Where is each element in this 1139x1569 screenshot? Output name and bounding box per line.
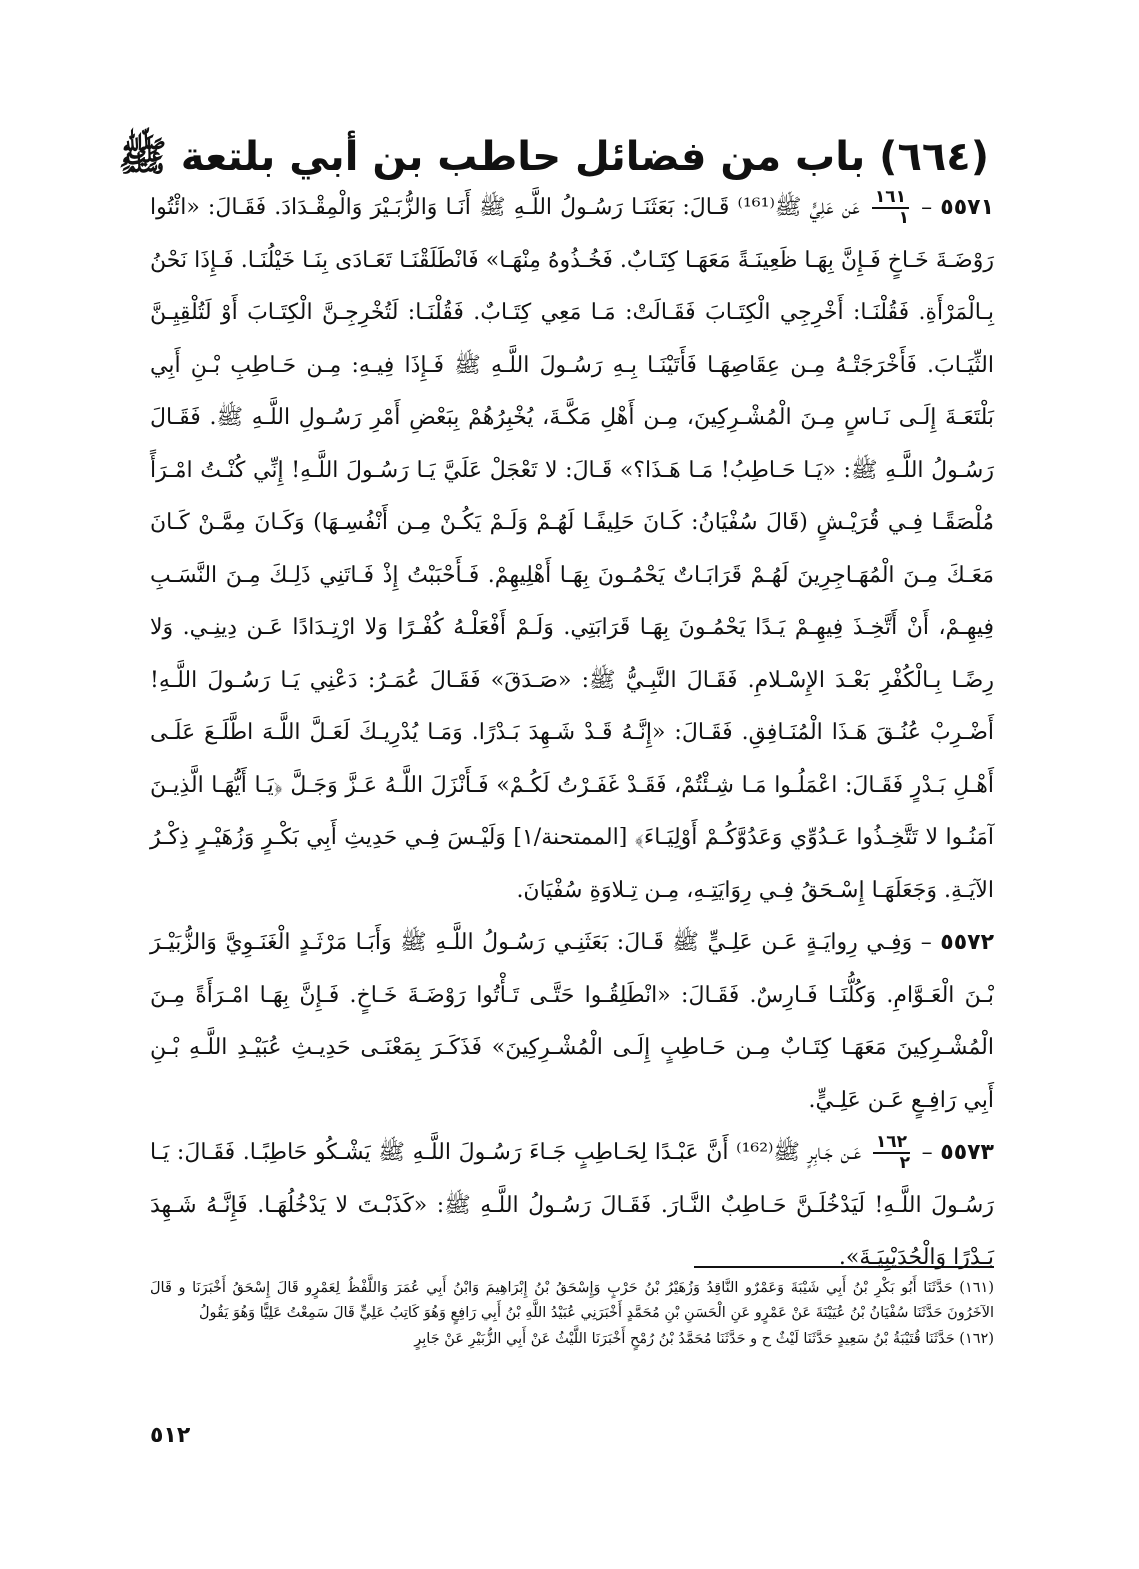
hadith-text: عَن عَلِيٍّ ﷺ⁽¹⁶¹⁾ قَـالَ: بَعَثَنَـا رَسُـولُ اللَّـهِ ﷺ أَنَـا وَالزُّبَـيْرَ وَالْمِقْـدَادَ. فَقَـالَ: «ائْتُوا رَوْضَـةَ خَـاخٍ فَـإِنَّ بِهَـا ظَعِينَـةً مَعَهَـا كِتَـابٌ. فَخُـذُوهُ مِنْهَـا» فَانْطَلَقْنَـا تَعَـادَى بِنَـا خَيْلُنَـا. فَـإِذَا نَحْنُ بِـالْمَرْأَةِ. فَقُلْنَـا: أَخْرِجِي الْكِتَـابَ فَقَـالَتْ: مَـا مَعِي كِتَـابٌ. فَقُلْنَـا: لَتُخْرِجِـنَّ الْكِتَـابَ أَوْ لَتُلْقِيِـنَّ الثِّيَـابَ. فَأَخْرَجَتْـهُ مِـن عِقَاصِهَـا فَأَتَيْنَـا بِـهِ رَسُـولَ اللَّـهِ ﷺ فَـإِذَا فِيـهِ: مِـن حَـاطِبِ بْـنِ أَبِي بَلْتَعَـةَ إِلَـى نَـاسٍ مِـنَ الْمُشْـرِكِينَ، مِـن أَهْلِ مَكَّـةَ، يُخْبِرُهُمْ بِبَعْضِ أَمْرِ رَسُـولِ اللَّـهِ ﷺ. فَقَـالَ رَسُـولُ اللَّـهِ ﷺ: «يَـا حَـاطِبُ! مَـا هَـذَا؟» قَـالَ: لا تَعْجَلْ عَلَيَّ يَـا رَسُـولَ اللَّـهِ! إِنِّي كُنْـتُ امْـرَأً مُلْصَقًـا فِـي قُرَيْـشٍ (قَالَ سُفْيَانُ: كَـانَ حَلِيفًـا لَهُـمْ وَلَـمْ يَكُـنْ مِـن أَنْفُسِـهَا) وَكَـانَ مِمَّـنْ كَـانَ مَعَـكَ مِـنَ الْمُهَـاجِرِينَ لَهُـمْ قَرَابَـاتٌ يَحْمُـونَ بِهَـا أَهْلِيهِمْ. فَـأَحْبَبْتُ إِذْ فَـاتَنِي ذَلِـكَ مِـنَ النَّسَـبِ فِيهِـمْ، أَنْ أَتَّخِـذَ فِيهِـمْ يَـدًا يَحْمُـونَ بِهَـا قَرَابَتِي. وَلَـمْ أَفْعَلْـهُ كُفْـرًا وَلا ارْتِـدَادًا عَـن دِينِـي. وَلا رِضًـا بِـالْكُفْرِ بَعْـدَ الإِسْـلامِ. فَقَـالَ النَّبِـيُّ ﷺ: «صَـدَقَ» فَقَـالَ عُمَـرُ: دَعْنِي يَـا رَسُـولَ اللَّـهِ! أَضْـرِبْ عُنُـقَ هَـذَا الْمُنَـافِقِ. فَقَـالَ: «إِنَّـهُ قَـدْ شَـهِدَ بَـدْرًا. وَمَـا يُدْرِيـكَ لَعَـلَّ اللَّـهَ اطَّلَـعَ عَلَـى أَهْـلِ بَـدْرٍ فَقَـالَ: اعْمَلُـوا مَـا شِـئْتُمْ، فَقَـدْ غَفَـرْتُ لَكُـمْ» فَـأَنْزَلَ اللَّـهُ عَـزَّ وَجَـلَّ ﴿يَـا أَيُّهَـا الَّذِيـنَ آمَنُـوا لا تَتَّخِـذُوا عَـدُوِّي وَعَدُوَّكُـمْ أَوْلِيَـاءَ﴾ [الممتحنة/١] وَلَيْـسَ فِـي حَدِيثِ أَبِي بَكْـرٍ وَزُهَيْـرٍ ذِكْـرُ الآيَـةِ. وَجَعَلَهَـا إِسْـحَقُ فِـي رِوَايَتِـهِ، مِـن تِـلاوَةِ سُفْيَانَ.	[150, 195, 995, 903]
footnote-161	[150, 1276, 994, 1326]
hadith-5573: ٥٥٧٣ – $\frac{١٦٢}{٢}$ عَـن جَـابِرٍ ﷺ⁽¹⁶²⁾ أَنَّ عَبْـدًا لِحَـاطِبٍ جَـاءَ رَسُـولَ اللَّـهِ ﷺ يَشْـكُو حَاطِبًـا. فَقَـالَ: يَـا رَسُـولَ اللَّـهِ! لَيَدْخُلَـنَّ حَـاطِبٌ النَّـارَ. فَقَـالَ رَسُـولُ اللَّـهِ ﷺ: «كَذَبْـتَ لا يَدْخُلُهَـا. فَإِنَّـهُ شَـهِدَ بَـدْرًا وَالْحُدَيْبِيَـةَ».	[150, 1132, 994, 1270]
hadith-cross-reference	[873, 1134, 910, 1172]
hadith-5571: ٥٥٧١ – $\frac{١٦١}{١}$ عَن عَلِيٍّ ﷺ⁽¹⁶¹⁾ قَـالَ: بَعَثَنَـا رَسُـولُ اللَّـهِ ﷺ أَنَـا وَالزُّبَـيْرَ وَالْمِقْـدَادَ. فَقَـالَ: «ائْتُوا رَوْضَـةَ خَـاخٍ فَـإِنَّ بِهَـا ظَعِينَـةً مَعَهَـا كِتَـابٌ. فَخُـذُوهُ مِنْهَـا» فَانْطَلَقْنَـا تَعَـادَى بِنَـا خَيْلُنَـا. فَـإِذَا نَحْنُ بِـالْمَرْأَةِ. فَقُلْنَـا: أَخْرِجِي الْكِتَـابَ فَقَـالَتْ: مَـا مَعِي كِتَـابٌ. فَقُلْنَـا: لَتُخْرِجِـنَّ الْكِتَـابَ أَوْ لَتُلْقِيِـنَّ الثِّيَـابَ. فَأَخْرَجَتْـهُ مِـن عِقَاصِهَـا فَأَتَيْنَـا بِـهِ رَسُـولَ اللَّـهِ ﷺ فَـإِذَا فِيـهِ: مِـن حَـاطِبِ بْـنِ أَبِي بَلْتَعَـةَ إِلَـى نَـاسٍ مِـنَ الْمُشْـرِكِينَ، مِـن أَهْلِ مَكَّـةَ، يُخْبِرُهُمْ بِبَعْضِ أَمْرِ رَسُـولِ اللَّـهِ ﷺ. فَقَـالَ رَسُـولُ اللَّـهِ ﷺ: «يَـا حَـاطِبُ! مَـا هَـذَا؟» قَـالَ: لا تَعْجَلْ عَلَيَّ يَـا رَسُـولَ اللَّـهِ! إِنِّي كُنْـتُ امْـرَأً مُلْصَقًـا فِـي قُرَيْـشٍ (قَالَ سُفْيَانُ: كَـانَ حَلِيفًـا لَهُـمْ وَلَـمْ يَكُـنْ مِـن أَنْفُسِـهَا) وَكَـانَ مِمَّـنْ كَـانَ مَعَـكَ مِـنَ الْمُهَـاجِرِينَ لَهُـمْ قَرَابَـاتٌ يَحْمُـونَ بِهَـا أَهْلِيهِمْ. فَـأَحْبَبْتُ إِذْ فَـاتَنِي ذَلِـكَ مِـنَ النَّسَـبِ فِيهِـمْ، أَنْ أَتَّخِـذَ فِيهِـمْ يَـدًا يَحْمُـونَ بِهَـا قَرَابَتِي. وَلَـمْ أَفْعَلْـهُ كُفْـرًا وَلا ارْتِـدَادًا عَـن دِينِـي. وَلا رِضًـا بِـالْكُفْرِ بَعْـدَ الإِسْـلامِ. فَقَـالَ النَّبِـيُّ ﷺ: «صَـدَقَ» فَقَـالَ عُمَـرُ: دَعْنِي يَـا رَسُـولَ اللَّـهِ! أَضْـرِبْ عُنُـقَ هَـذَا الْمُنَـافِقِ. فَقَـالَ: «إِنَّـهُ قَـدْ شَـهِدَ بَـدْرًا. وَمَـا يُدْرِيـكَ لَعَـلَّ اللَّـهَ اطَّلَـعَ عَلَـى أَهْـلِ بَـدْرٍ فَقَـالَ: اعْمَلُـوا مَـا شِـئْتُمْ، فَقَـدْ غَفَـرْتُ لَكُـمْ» فَـأَنْزَلَ اللَّـهُ عَـزَّ وَجَـلَّ ﴿يَـا أَيُّهَـا الَّذِيـنَ آمَنُـوا لا تَتَّخِـذُوا عَـدُوِّي وَعَدُوَّكُـمْ أَوْلِيَـاءَ﴾ [الممتحنة/١] وَلَيْـسَ فِـي حَدِيثِ أَبِي بَكْـرٍ وَزُهَيْـرٍ ذِكْـرُ الآيَـةِ. وَجَعَلَهَـا إِسْـحَقُ فِـي رِوَايَتِـهِ، مِـن تِـلاوَةِ سُفْيَانَ.	[150, 187, 995, 903]
footnote-marker: (١٦١)	[959, 1280, 995, 1296]
cross-reference-bottom: ١	[898, 208, 910, 228]
footnote-text: حَدَّثَنَا أَبُو بَكْرِ بْنُ أَبِي شَيْبَةَ وَعَمْرٌو النَّاقِدُ وَزُهَيْرُ بْنُ حَرْبٍ وَإِسْحَقُ بْنُ إِبْرَاهِيمَ وَابْنُ أَبِي عُمَرَ وَاللَّفْظُ لِعَمْرٍو قَالَ إِسْحَقُ أَخْبَرَنَا و قَالَ الآخَرُونَ حَدَّثَنَا سُفْيَانُ بْنُ عُيَيْنَةَ عَنْ عَمْرٍو عَنِ الْحَسَنِ بْنِ مُحَمَّدٍ أَخْبَرَنِي عُبَيْدُ اللَّهِ بْنُ أَبِي رَافِعٍ وَهُوَ كَاتِبُ عَلِيٍّ قَالَ سَمِعْتُ عَلِيًّا وَهُوَ يَقُولُ	[150, 1280, 994, 1321]
footnote-text: حَدَّثَنَا قُتَيْبَةُ بْنُ سَعِيدٍ حَدَّثَنَا لَيْثٌ ح و حَدَّثَنَا مُحَمَّدُ بْنُ رُمْحٍ أَخْبَرَنَا اللَّيْثُ عَنْ أَبِي الزُّبَيْرِ عَنْ جَابِرٍ	[414, 1331, 955, 1347]
cross-reference-bottom: ٢	[899, 1153, 910, 1173]
hadith-5572: ٥٥٧٢ – وَفِـي رِوايَـةٍ عَـن عَلِـيٍّ ﷺ قَـالَ: بَعَثَنِـي رَسُـولُ اللَّـهِ ﷺ وَأَبَـا مَرْثَـدٍ الْغَنَـوِيَّ وَالزُّبَيْـرَ بْـنَ الْعَـوَّامِ. وَكُلُّنَـا فَـارِسٌ. فَقَـالَ: «انْطَلِقُـوا حَتَّـى تَـأْتُوا رَوْضَـةَ خَـاخٍ. فَـإِنَّ بِهَـا امْـرَأَةً مِـنَ الْمُشْـرِكِينَ مَعَهَـا كِتَـابٌ مِـن حَـاطِبٍ إِلَـى الْمُشْـرِكِينَ» فَذَكَـرَ بِمَعْنَـى حَدِيـثِ عُبَيْـدِ اللَّـهِ بْـنِ أَبِي رَافِـعٍ عَـن عَلِـيٍّ.	[150, 930, 994, 1113]
page-number: ٥١٢	[150, 1423, 191, 1448]
hadith-number: ٥٥٧٢	[940, 930, 994, 955]
footnote-divider	[694, 1266, 994, 1268]
cross-reference-top: ١٦١	[872, 189, 909, 209]
hadith-body	[150, 182, 994, 1285]
hadith-number: ٥٥٧٣	[940, 1140, 994, 1165]
hadith-text: وَفِـي رِوايَـةٍ عَـن عَلِـيٍّ ﷺ قَـالَ: بَعَثَنِـي رَسُـولُ اللَّـهِ ﷺ وَأَبَـا مَرْثَـدٍ الْغَنَـوِيَّ وَالزُّبَيْـرَ بْـنَ الْعَـوَّامِ. وَكُلُّنَـا فَـارِسٌ. فَقَـالَ: «انْطَلِقُـوا حَتَّـى تَـأْتُوا رَوْضَـةَ خَـاخٍ. فَـإِنَّ بِهَـا امْـرَأَةً مِـنَ الْمُشْـرِكِينَ مَعَهَـا كِتَـابٌ مِـن حَـاطِبٍ إِلَـى الْمُشْـرِكِينَ» فَذَكَـرَ بِمَعْنَـى حَدِيـثِ عُبَيْـدِ اللَّـهِ بْـنِ أَبِي رَافِـعٍ عَـن عَلِـيٍّ.	[150, 930, 994, 1113]
hadith-cross-reference	[872, 189, 909, 227]
footnote-marker: (١٦٢)	[959, 1331, 994, 1347]
hadith-number: ٥٥٧١	[940, 195, 994, 220]
hadith-text: عَـن جَـابِرٍ ﷺ⁽¹⁶²⁾ أَنَّ عَبْـدًا لِحَـاطِبٍ جَـاءَ رَسُـولَ اللَّـهِ ﷺ يَشْـكُو حَاطِبًـا. فَقَـالَ: يَـا رَسُـولَ اللَّـهِ! لَيَدْخُلَـنَّ حَـاطِبٌ النَّـارَ. فَقَـالَ رَسُـولُ اللَّـهِ ﷺ: «كَذَبْـتَ لا يَدْخُلُهَـا. فَإِنَّـهُ شَـهِدَ بَـدْرًا وَالْحُدَيْبِيَـةَ».	[150, 1140, 994, 1270]
footnote-162	[150, 1327, 994, 1352]
footnotes	[150, 1276, 994, 1353]
chapter-title: (٦٦٤) باب من فضائل حاطب بن أبي بلتعة ﷺ	[118, 133, 989, 180]
cross-reference-top: ١٦٢	[873, 1134, 910, 1154]
